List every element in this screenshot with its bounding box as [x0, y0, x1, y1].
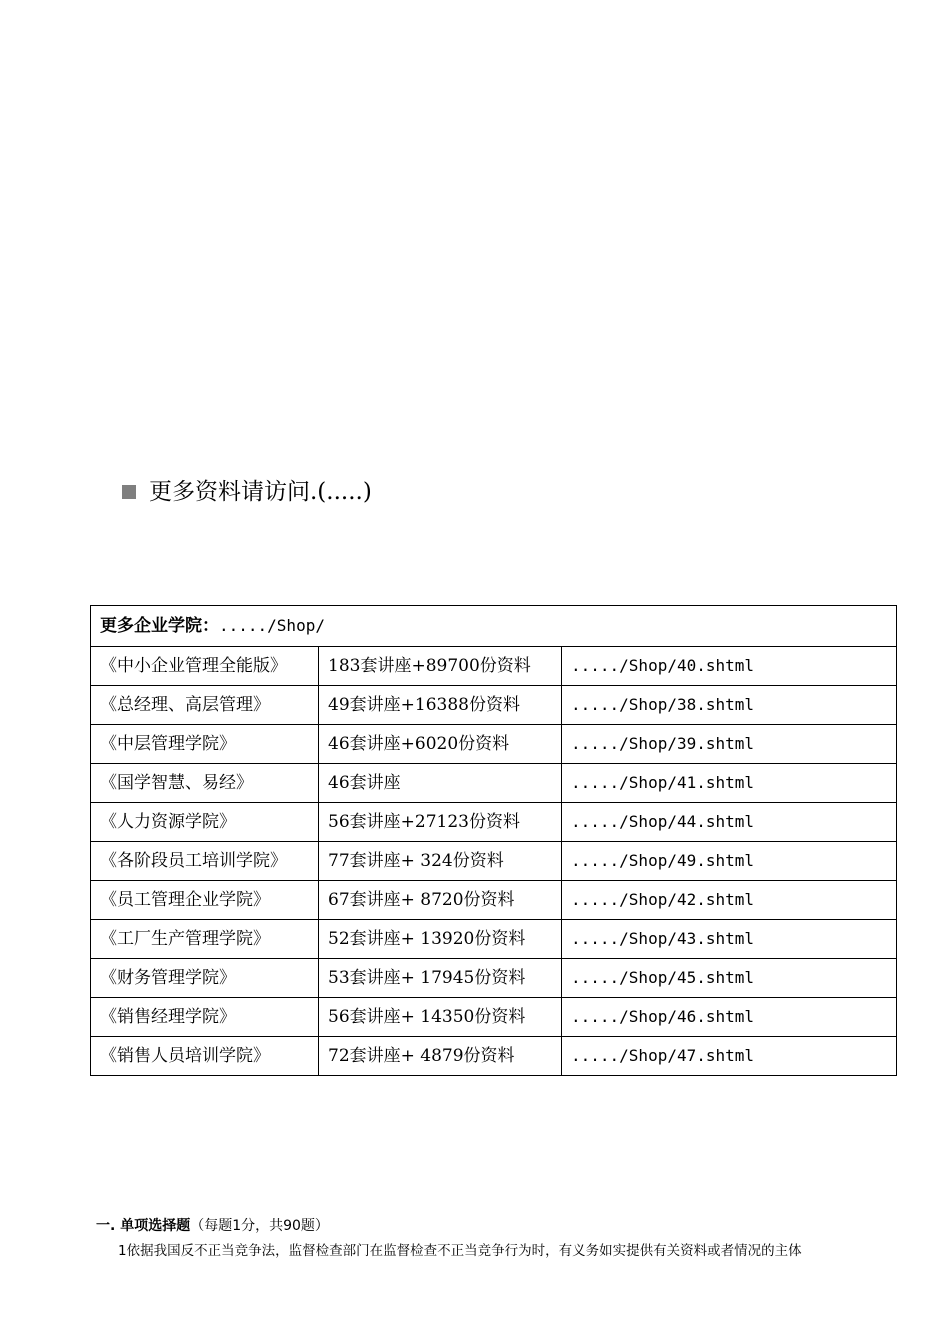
course-url[interactable]: ...../Shop/43.shtml [562, 920, 897, 959]
course-content: 56套讲座+ 14350份资料 [319, 998, 562, 1037]
course-name: 《总经理、高层管理》 [91, 686, 319, 725]
course-name: 《销售经理学院》 [91, 998, 319, 1037]
course-url[interactable]: ...../Shop/38.shtml [562, 686, 897, 725]
course-content: 49套讲座+16388份资料 [319, 686, 562, 725]
table-row [91, 725, 897, 764]
section-title: 一. 单项选择题 [96, 1218, 191, 1234]
section-heading [96, 1216, 329, 1236]
table-row [91, 881, 897, 920]
table-row [91, 920, 897, 959]
course-name: 《员工管理企业学院》 [91, 881, 319, 920]
course-name: 《销售人员培训学院》 [91, 1037, 319, 1076]
question-1-text: 1依据我国反不正当竞争法，监督检查部门在监督检查不正当竞争行为时，有义务如实提供有关资料或者情况的主体 [118, 1243, 802, 1259]
more-info-text: 更多资料请访问.(.....) [149, 479, 372, 505]
course-url[interactable]: ...../Shop/41.shtml [562, 764, 897, 803]
table-row [91, 842, 897, 881]
course-name: 《财务管理学院》 [91, 959, 319, 998]
course-name: 《各阶段员工培训学院》 [91, 842, 319, 881]
table-header-label: 更多企业学院： [100, 616, 219, 636]
table-row [91, 1037, 897, 1076]
course-url[interactable]: ...../Shop/42.shtml [562, 881, 897, 920]
course-name: 《国学智慧、易经》 [91, 764, 319, 803]
course-name: 《人力资源学院》 [91, 803, 319, 842]
course-content: 53套讲座+ 17945份资料 [319, 959, 562, 998]
course-url[interactable]: ...../Shop/40.shtml [562, 647, 897, 686]
course-url[interactable]: ...../Shop/47.shtml [562, 1037, 897, 1076]
course-content: 77套讲座+ 324份资料 [319, 842, 562, 881]
course-content: 72套讲座+ 4879份资料 [319, 1037, 562, 1076]
course-content: 183套讲座+89700份资料 [319, 647, 562, 686]
course-name: 《工厂生产管理学院》 [91, 920, 319, 959]
table-header-url[interactable]: ...../Shop/ [219, 616, 325, 635]
course-url[interactable]: ...../Shop/46.shtml [562, 998, 897, 1037]
course-content: 56套讲座+27123份资料 [319, 803, 562, 842]
section-note: （每题1分，共90题） [190, 1218, 329, 1234]
course-content: 46套讲座 [319, 764, 562, 803]
table-row [91, 998, 897, 1037]
course-url[interactable]: ...../Shop/44.shtml [562, 803, 897, 842]
table-header-row [91, 606, 897, 647]
square-bullet-icon [122, 485, 136, 499]
course-name: 《中小企业管理全能版》 [91, 647, 319, 686]
table-row [91, 647, 897, 686]
table-row [91, 764, 897, 803]
course-content: 67套讲座+ 8720份资料 [319, 881, 562, 920]
course-content: 52套讲座+ 13920份资料 [319, 920, 562, 959]
course-content: 46套讲座+6020份资料 [319, 725, 562, 764]
course-url[interactable]: ...../Shop/49.shtml [562, 842, 897, 881]
table-row [91, 686, 897, 725]
table-row [91, 959, 897, 998]
more-info-line [122, 476, 372, 508]
shop-table [90, 605, 897, 1076]
course-url[interactable]: ...../Shop/39.shtml [562, 725, 897, 764]
table-row [91, 803, 897, 842]
course-url[interactable]: ...../Shop/45.shtml [562, 959, 897, 998]
course-name: 《中层管理学院》 [91, 725, 319, 764]
table-header-cell [91, 606, 897, 647]
